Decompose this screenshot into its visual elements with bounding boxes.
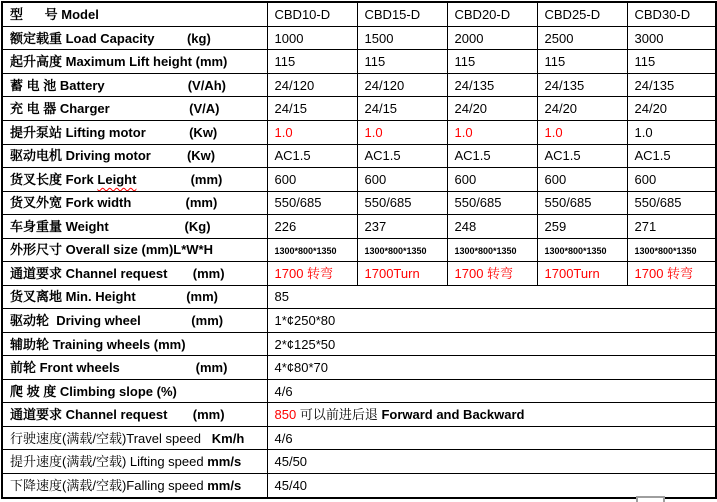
cell-text: 550/685 xyxy=(544,195,592,211)
channel-request-turn-label-cell xyxy=(2,262,267,286)
text-part: 4/6 xyxy=(274,430,293,446)
fork-length-value-cell xyxy=(447,168,537,192)
cell-text: 1300*800*1350 xyxy=(364,246,427,257)
row-training-wheels xyxy=(2,332,716,356)
cell-text: 115 xyxy=(634,54,656,70)
lifting-motor-value-cell xyxy=(447,121,537,145)
row-climbing-slope xyxy=(2,379,716,403)
model-column-header xyxy=(267,2,357,26)
cell-text: 1700Turn xyxy=(544,265,600,281)
cell-text: 248 xyxy=(454,218,477,234)
cell-text: 24/15 xyxy=(364,101,398,117)
battery-value-cell xyxy=(537,73,627,97)
weight-value-cell xyxy=(357,215,447,239)
row-lifting-motor xyxy=(2,121,716,145)
charger-value-cell xyxy=(267,97,357,121)
max-lift-height-value-cell xyxy=(537,50,627,74)
driving-wheel-value-cell xyxy=(267,309,716,333)
driving-wheel-label-cell xyxy=(2,309,267,333)
load-capacity-value-cell xyxy=(537,26,627,50)
row-model-header xyxy=(2,2,716,26)
charger-value-cell xyxy=(357,97,447,121)
overall-size-value-cell xyxy=(447,238,537,262)
front-wheels-label-cell xyxy=(2,356,267,380)
text-part: 下降速度(满载/空载)Falling speed xyxy=(10,477,208,493)
text-part: 4*¢80*70 xyxy=(274,360,328,376)
cell-text: 600 xyxy=(274,171,297,187)
cell-text: 115 xyxy=(544,54,566,70)
battery-value-cell xyxy=(627,73,716,97)
driving-motor-value-cell xyxy=(267,144,357,168)
front-wheels-value-cell xyxy=(267,356,716,380)
max-lift-height-value-cell xyxy=(447,50,537,74)
row-channel-request-turn xyxy=(2,262,716,286)
battery-value-cell xyxy=(357,73,447,97)
cell-text: 24/135 xyxy=(454,77,495,93)
cell-text: 115 xyxy=(274,54,296,70)
row-driving-motor xyxy=(2,144,716,168)
text-part: 车身重量 Weight (Kg) xyxy=(10,218,211,234)
cell-text: 1300*800*1350 xyxy=(634,246,697,257)
travel-speed-label-cell xyxy=(2,426,267,450)
max-lift-height-value-cell xyxy=(357,50,447,74)
cell-text: 259 xyxy=(544,218,567,234)
row-weight xyxy=(2,215,716,239)
load-capacity-label-cell xyxy=(2,26,267,50)
text-part: (mm) xyxy=(136,171,223,187)
model-column-header xyxy=(357,2,447,26)
row-travel-speed xyxy=(2,426,716,450)
text-part: mm/s xyxy=(207,477,242,493)
cell-text: 2000 xyxy=(454,30,484,46)
row-fork-length xyxy=(2,168,716,192)
fork-width-value-cell xyxy=(357,191,447,215)
driving-motor-value-cell xyxy=(627,144,716,168)
text-part: 4/6 xyxy=(274,383,293,399)
channel-request-turn-value-cell xyxy=(537,262,627,286)
row-channel-request-forward xyxy=(2,403,716,427)
cell-text: AC1.5 xyxy=(544,148,581,164)
charger-label-cell xyxy=(2,97,267,121)
min-height-value-cell xyxy=(267,285,716,309)
fork-length-value-cell xyxy=(627,168,716,192)
cell-text: 1700Turn xyxy=(364,265,420,281)
cell-text: 3000 xyxy=(634,30,664,46)
lifting-motor-value-cell xyxy=(627,121,716,145)
weight-value-cell xyxy=(537,215,627,239)
climbing-slope-label-cell xyxy=(2,379,267,403)
text-part: Km/h xyxy=(211,430,245,446)
driving-motor-value-cell xyxy=(537,144,627,168)
travel-speed-value-cell xyxy=(267,426,716,450)
cell-text: AC1.5 xyxy=(454,148,491,164)
text-part: 提升速度(满载/空载) Lifting speed xyxy=(10,454,208,470)
driving-motor-label-cell xyxy=(2,144,267,168)
row-driving-wheel xyxy=(2,309,716,333)
cell-text: 24/135 xyxy=(634,77,675,93)
cell-text: 1300*800*1350 xyxy=(274,246,337,257)
fork-length-value-cell xyxy=(357,168,447,192)
fork-length-value-cell xyxy=(537,168,627,192)
cell-text: 24/20 xyxy=(634,101,668,117)
load-capacity-value-cell xyxy=(447,26,537,50)
cell-text: 1.0 xyxy=(274,124,293,140)
cell-text: 1.0 xyxy=(364,124,383,140)
text-part: 起升高度 Maximum Lift height (mm) xyxy=(10,54,228,70)
column-header-text: CBD10-D xyxy=(274,6,331,22)
cell-text: 1700 转弯 xyxy=(634,265,694,281)
charger-value-cell xyxy=(447,97,537,121)
cell-text: 1000 xyxy=(274,30,304,46)
charger-value-cell xyxy=(537,97,627,121)
cell-text: 24/15 xyxy=(274,101,308,117)
lifting-motor-value-cell xyxy=(537,121,627,145)
row-lifting-speed xyxy=(2,450,716,474)
row-battery xyxy=(2,73,716,97)
cell-text: 115 xyxy=(454,54,476,70)
model-label-cell xyxy=(2,2,267,26)
cell-text: 1300*800*1350 xyxy=(544,246,607,257)
text-part: 充 电 器 Charger (V/A) xyxy=(10,101,220,117)
fork-width-value-cell xyxy=(267,191,357,215)
cell-text: 271 xyxy=(634,218,657,234)
column-header-text: CBD20-D xyxy=(454,6,511,22)
falling-speed-value-cell xyxy=(267,473,716,498)
weight-value-cell xyxy=(267,215,357,239)
climbing-slope-value-cell xyxy=(267,379,716,403)
text-part: 货叉离地 Min. Height (mm) xyxy=(10,289,219,305)
overall-size-value-cell xyxy=(537,238,627,262)
text-part: 货叉长度 Fork xyxy=(10,171,98,187)
model-column-header xyxy=(447,2,537,26)
fork-length-label-cell xyxy=(2,168,267,192)
table-resize-handle[interactable] xyxy=(636,496,665,502)
cell-text: 1.0 xyxy=(544,124,563,140)
driving-motor-value-cell xyxy=(357,144,447,168)
load-capacity-value-cell xyxy=(357,26,447,50)
text-part: 货叉外宽 Fork width (mm) xyxy=(10,195,218,211)
text-part: 外形尺寸 Overall size (mm)L*W*H xyxy=(10,242,213,258)
lifting-speed-value-cell xyxy=(267,450,716,474)
lifting-motor-label-cell xyxy=(2,121,267,145)
cell-text: AC1.5 xyxy=(274,148,311,164)
charger-value-cell xyxy=(627,97,716,121)
cell-text: 550/685 xyxy=(454,195,502,211)
cell-text: 1700 转弯 xyxy=(454,265,514,281)
fork-width-value-cell xyxy=(627,191,716,215)
battery-value-cell xyxy=(447,73,537,97)
text-part: 蓄 电 池 Battery (V/Ah) xyxy=(10,77,226,93)
text-part: 可以前进后退 xyxy=(299,407,382,423)
text-part: 1*¢250*80 xyxy=(274,313,336,329)
overall-size-value-cell xyxy=(627,238,716,262)
weight-value-cell xyxy=(627,215,716,239)
cell-text: 600 xyxy=(364,171,387,187)
cell-text: 24/20 xyxy=(544,101,578,117)
row-charger xyxy=(2,97,716,121)
spec-table-body xyxy=(2,2,716,498)
cell-text: 1.0 xyxy=(454,124,473,140)
model-column-header xyxy=(537,2,627,26)
cell-text: 24/120 xyxy=(274,77,315,93)
text-part: 2*¢125*50 xyxy=(274,336,336,352)
fork-width-value-cell xyxy=(537,191,627,215)
load-capacity-value-cell xyxy=(267,26,357,50)
text-part: 额定载重 Load Capacity (kg) xyxy=(10,30,211,46)
falling-speed-label-cell xyxy=(2,473,267,498)
cell-text: 24/135 xyxy=(544,77,585,93)
fork-width-value-cell xyxy=(447,191,537,215)
fork-width-label-cell xyxy=(2,191,267,215)
row-max-lift-height xyxy=(2,50,716,74)
weight-value-cell xyxy=(447,215,537,239)
text-part: 驱动电机 Driving motor (Kw) xyxy=(10,148,216,164)
max-lift-height-label-cell xyxy=(2,50,267,74)
cell-text: 550/685 xyxy=(364,195,412,211)
text-part: 爬 坡 度 Climbing slope (%) xyxy=(10,383,177,399)
cell-text: 600 xyxy=(634,171,657,187)
cell-text: 1300*800*1350 xyxy=(454,246,517,257)
text-part: 驱动轮 Driving wheel (mm) xyxy=(10,313,224,329)
text-part: Forward and Backward xyxy=(381,407,525,423)
channel-request-turn-value-cell xyxy=(267,262,357,286)
lifting-motor-value-cell xyxy=(267,121,357,145)
channel-request-forward-label-cell xyxy=(2,403,267,427)
cell-text: 1.0 xyxy=(634,124,653,140)
text-part: mm/s xyxy=(207,454,242,470)
text-part: Leight xyxy=(97,171,137,187)
max-lift-height-value-cell xyxy=(627,50,716,74)
load-capacity-value-cell xyxy=(627,26,716,50)
fork-length-value-cell xyxy=(267,168,357,192)
cell-text: 226 xyxy=(274,218,297,234)
lifting-motor-value-cell xyxy=(357,121,447,145)
cell-text: 600 xyxy=(544,171,567,187)
cell-text: 1700 转弯 xyxy=(274,265,334,281)
row-falling-speed xyxy=(2,473,716,498)
text-part: 辅助轮 Training wheels (mm) xyxy=(10,336,186,352)
driving-motor-value-cell xyxy=(447,144,537,168)
min-height-label-cell xyxy=(2,285,267,309)
row-overall-size xyxy=(2,238,716,262)
cell-text: 1500 xyxy=(364,30,394,46)
text-part: 850 xyxy=(274,407,300,423)
overall-size-label-cell xyxy=(2,238,267,262)
text-part: 45/40 xyxy=(274,477,308,493)
text-part: 通道要求 Channel request (mm) xyxy=(10,407,225,423)
row-min-height xyxy=(2,285,716,309)
max-lift-height-value-cell xyxy=(267,50,357,74)
model-column-header xyxy=(627,2,716,26)
cell-text: 237 xyxy=(364,218,387,234)
text-part: 通道要求 Channel request (mm) xyxy=(10,265,225,281)
column-header-text: CBD15-D xyxy=(364,6,421,22)
battery-label-cell xyxy=(2,73,267,97)
overall-size-value-cell xyxy=(357,238,447,262)
cell-text: AC1.5 xyxy=(364,148,401,164)
text-part: 提升泵站 Lifting motor (Kw) xyxy=(10,124,218,140)
weight-label-cell xyxy=(2,215,267,239)
cell-text: 550/685 xyxy=(634,195,682,211)
channel-request-turn-value-cell xyxy=(357,262,447,286)
channel-request-turn-value-cell xyxy=(447,262,537,286)
battery-value-cell xyxy=(267,73,357,97)
channel-request-turn-value-cell xyxy=(627,262,716,286)
channel-request-forward-value-cell xyxy=(267,403,716,427)
cell-text: 550/685 xyxy=(274,195,322,211)
overall-size-value-cell xyxy=(267,238,357,262)
training-wheels-label-cell xyxy=(2,332,267,356)
training-wheels-value-cell xyxy=(267,332,716,356)
text-part: 45/50 xyxy=(274,454,308,470)
row-front-wheels xyxy=(2,356,716,380)
cell-text: 24/20 xyxy=(454,101,488,117)
row-fork-width xyxy=(2,191,716,215)
text-part: 型 号 Model xyxy=(10,6,99,22)
column-header-text: CBD30-D xyxy=(634,6,691,22)
cell-text: AC1.5 xyxy=(634,148,671,164)
cell-text: 600 xyxy=(454,171,477,187)
cell-text: 115 xyxy=(364,54,386,70)
lifting-speed-label-cell xyxy=(2,450,267,474)
text-part: 行驶速度(满载/空载)Travel speed xyxy=(10,430,212,446)
column-header-text: CBD25-D xyxy=(544,6,601,22)
text-part: 85 xyxy=(274,289,289,305)
cell-text: 24/120 xyxy=(364,77,405,93)
text-part: 前轮 Front wheels (mm) xyxy=(10,360,228,376)
spec-table xyxy=(1,1,717,499)
cell-text: 2500 xyxy=(544,30,574,46)
row-load-capacity xyxy=(2,26,716,50)
